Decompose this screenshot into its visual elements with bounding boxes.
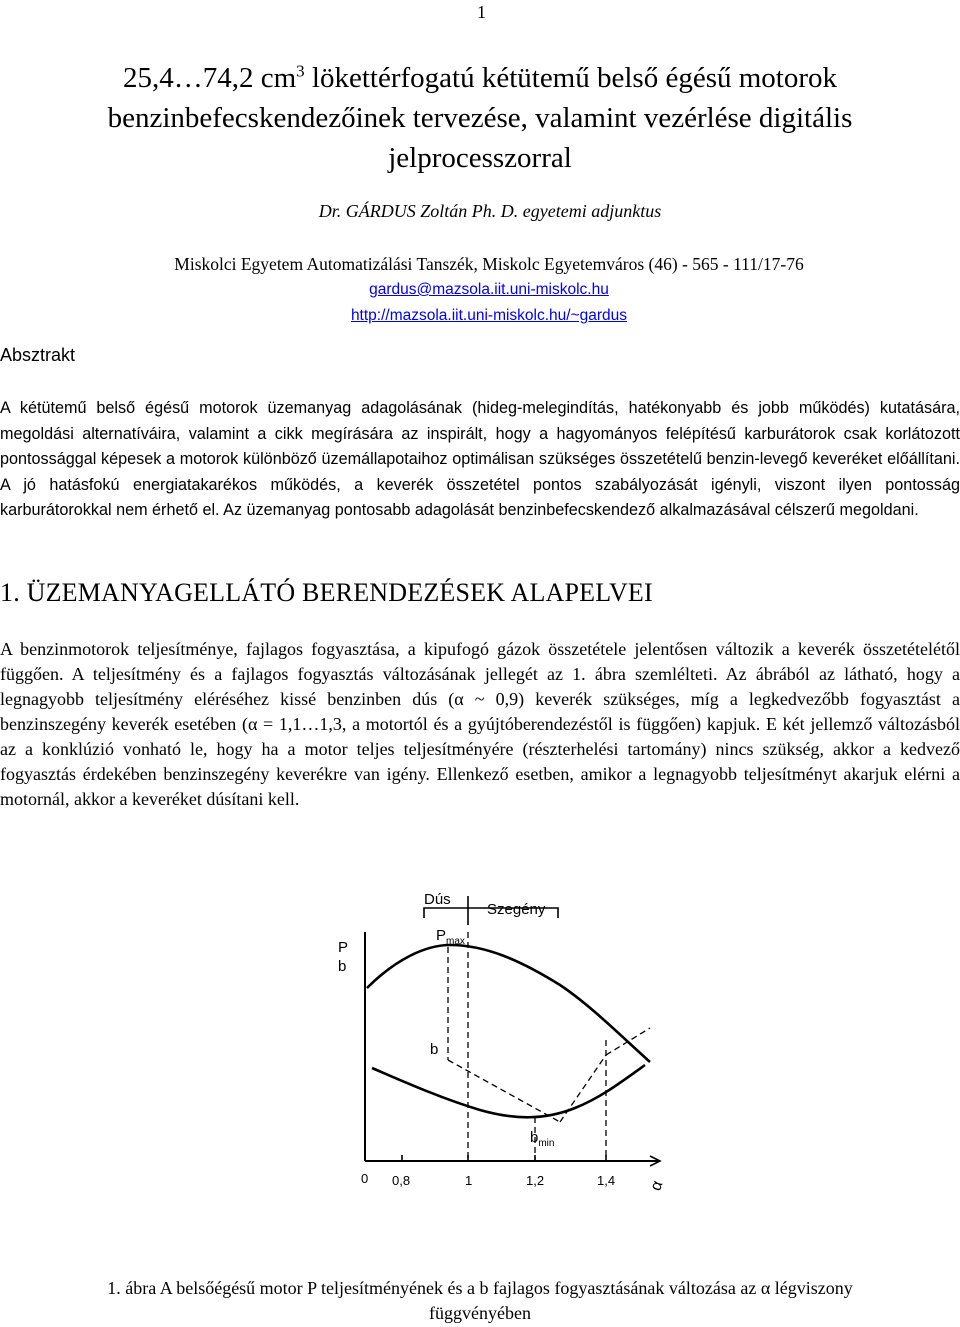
caption-line-1: 1. ábra A belsőégésű motor P teljesítményének és a b fajlagos fogyasztásának változása az α légviszony [107,1278,853,1298]
tick-label-1: 1 [465,1173,473,1188]
axis-label-b: b [338,958,347,975]
figure-1 [325,888,690,1223]
affiliation-address: Miskolci Egyetem Automatizálási Tanszék, Miskolc Egyetemváros (46) - 565 - 111/17-76 [174,254,804,274]
title-line-3: jelprocesszorral [388,142,572,174]
tick-label-1-4: 1,4 [597,1173,616,1188]
affiliation [0,252,960,328]
curve-label-bmin: $b_{min}$ [530,1129,555,1149]
tick-label-1-2: 1,2 [526,1173,545,1188]
axis-label-alpha: α [647,1178,667,1194]
homepage-link[interactable]: http://mazsola.iit.uni-miskolc.hu/~gardus [350,307,628,324]
figure-caption [0,1276,960,1326]
axis-label-p: P [338,939,349,956]
section-heading: 1. ÜZEMANYAGELLÁTÓ BERENDEZÉSEK ALAPELVEI [0,578,653,607]
paper-title [0,58,960,178]
author-line: Dr. GÁRDUS Zoltán Ph. D. egyetemi adjunktus [318,201,662,221]
label-lean: Szegény [487,901,546,918]
title-line-1: 25,4…74,2 $cm^3$ lökettérfogatú kétütemű belső égésű motorok [122,61,838,94]
label-rich: Dús [424,891,451,908]
tick-label-0-8: 0,8 [392,1173,411,1188]
page-number: 1 [477,2,486,22]
abstract-text: A kétütemű belső égésű motorok üzemanyag adagolásának (hideg-melegindítás, hatékonyabb és jobb működés) kutatására, megoldási alternatíváira, valamint a cikk megírására az inspirált, hogy a hagyományos felépítésű karburátorok csak korlátozott pontossággal képesek a motorok különböző üzemállapotaihoz optimálisan szükséges összetételű benzin-levegő keveréket előállítani. A jó hatásfokú energiatakarékos működés, a keverék összetétel pontos szabályozását igényli, viszont ilyen pontosság karburátorokkal nem érhető el. Az üzemanyag pontosabb adagolását benzinbefecskendező alkalmazásával célszerű megoldani. [0,399,960,520]
consumption-curve [372,1065,645,1117]
curve-label-b: b [430,1041,439,1058]
caption-line-2: függvényében [429,1303,531,1323]
abstract-heading: Absztrakt [0,345,76,365]
body-paragraph: A benzinmotorok teljesítménye, fajlagos fogyasztása, a kipufogó gázok összetétele jelentősen változik a keverék összetételétől függően. A teljesítmény és a fajlagos fogyasztás változásának jellegét az 1. ábra szemlélteti. Az ábrából az látható, hogy a legnagyobb teljesítmény eléréséhez kissé benzinben dús (α ~ 0,9) keverék szükséges, míg a legkedvezőbb fogyasztást a benzinszegény keverék esetében (α = 1,1…1,3, a motortól és a gyújtóberendezéstől is függően) kapjuk. E két jellemző változásból az a konklúzió vonható le, hogy ha a motor teljes teljesítményére (részterhelési tartomány) nincs szükség, akkor a kedvező fogyasztás érdekében benzinszegény keverékre van igény. Ellenkező esetben, amikor a legnagyobb teljesítményt akarjuk elérni a motornál, akkor a keveréket dúsítani kell. [0,639,960,809]
tick-label-0: 0 [361,1171,369,1186]
power-curve [367,945,650,1062]
curve-label-pmax: $P_{max}$ [436,927,465,947]
email-link[interactable]: gardus@mazsola.iit.uni-miskolc.hu [369,281,609,298]
title-line-2: benzinbefecskendezőinek tervezése, valamint vezérlése digitális [107,102,853,134]
